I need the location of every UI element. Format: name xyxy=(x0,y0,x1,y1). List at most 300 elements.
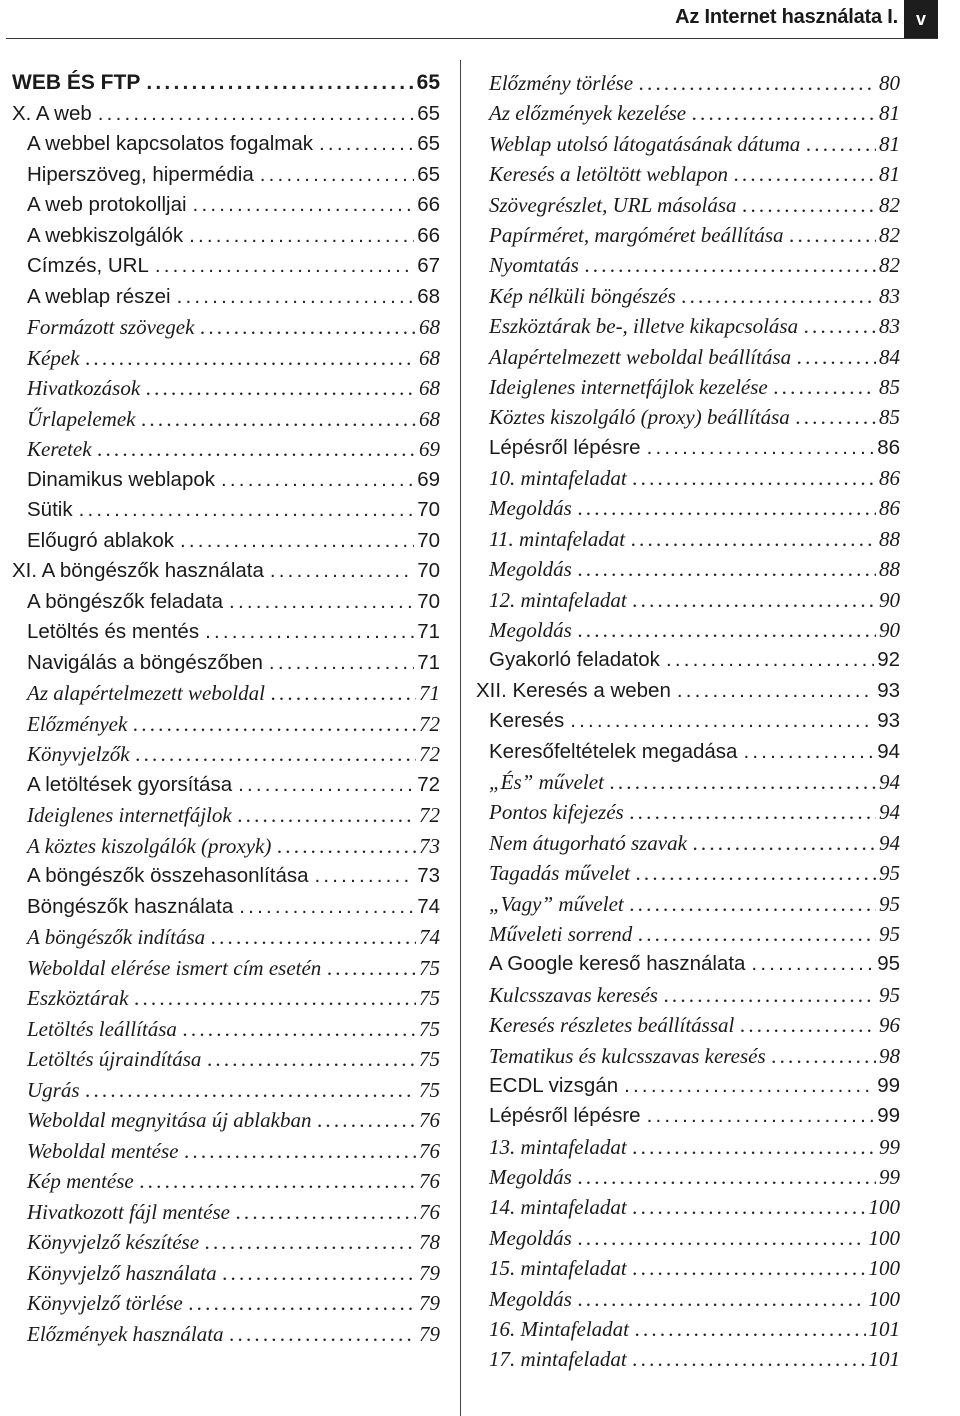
toc-entry-title: 15. mintafeladat xyxy=(489,1256,627,1281)
toc-entry-title: 17. mintafeladat xyxy=(489,1347,627,1372)
toc-entry-title: Keretek xyxy=(27,437,92,461)
toc-dot-leader xyxy=(315,861,415,892)
toc-dot-leader xyxy=(223,1258,416,1289)
toc-entry-page: 90 xyxy=(879,618,900,643)
toc-dot-leader xyxy=(624,1071,874,1101)
toc-entry xyxy=(476,190,900,220)
toc-dot-leader xyxy=(692,98,876,128)
toc-entry xyxy=(12,709,440,740)
toc-entry-title: Kulcsszavas keresés xyxy=(489,982,658,1007)
toc-entry-title: Tematikus és kulcsszavas keresés xyxy=(489,1043,766,1068)
toc-dot-leader xyxy=(98,99,414,130)
toc-entry xyxy=(12,1166,440,1197)
toc-entry-title: A böngészők indítása xyxy=(27,925,206,949)
toc-entry-title: X. A web xyxy=(12,101,92,125)
toc-entry xyxy=(12,251,440,282)
toc-entry-page: 99 xyxy=(877,1104,900,1128)
toc-entry-title: Kép mentése xyxy=(27,1169,134,1193)
toc-dot-leader xyxy=(236,1197,416,1228)
toc-entry-page: 73 xyxy=(419,833,440,858)
toc-entry-title: Megoldás xyxy=(489,618,572,643)
toc-entry-title: Megoldás xyxy=(489,1165,572,1190)
toc-entry-page: 66 xyxy=(417,193,440,216)
toc-entry-page: 95 xyxy=(877,952,900,976)
toc-entry-title: Letöltés és mentés xyxy=(27,620,200,643)
toc-dot-leader xyxy=(189,1288,416,1319)
toc-entry-page: 80 xyxy=(879,71,900,95)
toc-dot-leader xyxy=(238,800,416,831)
toc-entry-title: Weboldal elérése ismert cím esetén xyxy=(27,955,322,980)
toc-entry-title: A weblap részei xyxy=(27,284,171,308)
toc-dot-leader xyxy=(180,526,414,557)
toc-entry-title: A böngészők összehasonlítása xyxy=(27,864,309,887)
toc-entry-page: 76 xyxy=(419,1108,440,1132)
toc-entry xyxy=(476,311,900,341)
toc-entry-page: 68 xyxy=(419,376,440,400)
toc-dot-leader xyxy=(578,1162,876,1192)
toc-entry xyxy=(476,524,900,554)
toc-entry-page: 100 xyxy=(868,1286,900,1311)
toc-entry-title: Weblap utolsó látogatásának dátuma xyxy=(489,131,801,156)
toc-entry xyxy=(12,953,440,984)
toc-dot-leader xyxy=(146,68,413,99)
toc-dot-leader xyxy=(86,1075,416,1106)
toc-column-right xyxy=(476,68,900,1375)
toc-entry-page: 86 xyxy=(879,496,900,521)
toc-entry-page: 76 xyxy=(419,1138,440,1163)
toc-entry xyxy=(476,980,900,1010)
toc-entry-page: 94 xyxy=(877,739,900,763)
toc-dot-leader xyxy=(774,372,876,402)
toc-entry xyxy=(12,587,440,618)
toc-entry-title: Lépésről lépésre xyxy=(489,1104,641,1128)
toc-dot-leader xyxy=(647,1101,875,1131)
toc-entry-title: Dinamikus weblapok xyxy=(27,467,216,491)
toc-entry xyxy=(12,129,440,160)
toc-entry-title: Keresés részletes beállítással xyxy=(489,1013,735,1038)
toc-entry xyxy=(476,463,900,493)
toc-dot-leader xyxy=(578,493,876,523)
toc-entry xyxy=(476,1101,900,1131)
toc-dot-leader xyxy=(79,495,415,526)
toc-entry xyxy=(12,1136,440,1167)
toc-entry-page: 71 xyxy=(419,681,440,705)
toc-entry-page: 72 xyxy=(419,803,440,827)
toc-entry-page: 95 xyxy=(879,921,900,946)
toc-entry-page: 68 xyxy=(419,315,440,339)
toc-entry-page: 94 xyxy=(879,769,900,794)
toc-entry xyxy=(476,402,900,432)
toc-entry-title: Eszköztárak xyxy=(27,986,129,1010)
toc-dot-leader xyxy=(140,1166,416,1197)
toc-entry-page: 74 xyxy=(417,894,440,918)
toc-entry xyxy=(476,767,900,797)
toc-entry-page: 68 xyxy=(419,406,440,431)
toc-dot-leader xyxy=(578,615,876,645)
toc-entry-page: 96 xyxy=(879,1013,900,1038)
toc-entry xyxy=(12,1105,440,1136)
toc-dot-leader xyxy=(155,251,414,282)
toc-entry-title: Megoldás xyxy=(489,557,572,582)
toc-entry xyxy=(476,372,900,402)
toc-entry xyxy=(12,434,440,465)
toc-entry xyxy=(476,706,900,736)
toc-entry-title: 12. mintafeladat xyxy=(489,587,627,612)
toc-entry-page: 85 xyxy=(879,405,900,430)
toc-column-left xyxy=(12,68,440,1349)
toc-dot-leader xyxy=(585,250,876,280)
toc-dot-leader xyxy=(693,828,876,858)
toc-entry xyxy=(12,221,440,252)
toc-entry-title: 11. mintafeladat xyxy=(489,526,626,551)
toc-entry-title: Sütik xyxy=(27,498,73,521)
toc-entry-page: 79 xyxy=(419,1260,440,1285)
toc-entry-page: 65 xyxy=(417,101,440,125)
toc-dot-leader xyxy=(806,129,876,159)
toc-entry-title: Nyomtatás xyxy=(489,253,579,278)
toc-entry-title: Letöltés leállítása xyxy=(27,1016,177,1041)
toc-dot-leader xyxy=(734,159,876,189)
toc-entry-page: 88 xyxy=(879,557,900,582)
toc-entry-page: 92 xyxy=(877,648,900,672)
toc-entry-title: Előzmények használata xyxy=(27,1321,224,1346)
toc-entry-title: 14. mintafeladat xyxy=(489,1195,627,1220)
toc-entry-page: 66 xyxy=(417,223,440,247)
toc-dot-leader xyxy=(633,463,876,493)
toc-dot-leader xyxy=(327,953,416,984)
toc-entry-title: Keresés xyxy=(489,709,565,733)
toc-entry-title: Alapértelmezett weboldal beállítása xyxy=(489,344,792,369)
toc-entry-title: Papírméret, margóméret beállítása xyxy=(489,222,784,247)
toc-entry xyxy=(12,1258,440,1289)
toc-entry xyxy=(12,922,440,953)
toc-entry xyxy=(12,831,440,862)
toc-entry-title: 16. Mintafeladat xyxy=(489,1317,629,1342)
toc-entry xyxy=(12,68,440,99)
toc-entry-page: 95 xyxy=(879,891,900,916)
toc-entry-title: Képek xyxy=(27,345,80,370)
toc-entry xyxy=(12,373,440,404)
toc-entry xyxy=(12,800,440,831)
toc-entry xyxy=(476,98,900,128)
toc-dot-leader xyxy=(211,922,416,953)
toc-entry-title: Előzmény törlése xyxy=(489,71,634,95)
toc-entry xyxy=(12,495,440,526)
toc-entry-title: A letöltések gyorsítása xyxy=(27,772,233,796)
toc-dot-leader xyxy=(277,831,416,862)
toc-entry xyxy=(476,159,900,189)
toc-dot-leader xyxy=(133,709,416,740)
toc-entry-page: 70 xyxy=(417,498,440,521)
toc-entry-page: 94 xyxy=(879,830,900,855)
toc-dot-leader xyxy=(633,585,876,615)
toc-entry-title: Címzés, URL xyxy=(27,254,149,277)
toc-entry-title: Hiperszöveg, hipermédia xyxy=(27,162,254,186)
toc-entry-page: 65 xyxy=(416,71,440,94)
toc-entry-page: 79 xyxy=(419,1291,440,1315)
toc-entry-title: ECDL vizsgán xyxy=(489,1073,619,1097)
toc-entry xyxy=(476,1223,900,1253)
toc-dot-leader xyxy=(184,1136,416,1167)
toc-entry-page: 99 xyxy=(877,1073,900,1097)
toc-entry-page: 82 xyxy=(879,192,900,217)
toc-entry-title: Ideiglenes internetfájlok kezelése xyxy=(489,374,768,399)
toc-entry-page: 94 xyxy=(879,800,900,825)
toc-entry-title: Űrlapelemek xyxy=(27,406,136,431)
toc-entry-title: Nem átugorható szavak xyxy=(489,830,687,855)
toc-entry-title: Gyakorló feladatok xyxy=(489,648,660,672)
toc-entry-page: 65 xyxy=(417,132,440,155)
toc-entry-page: 99 xyxy=(879,1165,900,1190)
toc-entry xyxy=(12,556,440,587)
toc-entry-page: 82 xyxy=(879,253,900,278)
toc-entry xyxy=(476,919,900,949)
toc-entry xyxy=(12,1014,440,1045)
toc-entry xyxy=(12,770,440,801)
toc-entry-title: Műveleti sorrend xyxy=(489,921,633,946)
toc-entry-page: 98 xyxy=(879,1043,900,1068)
toc-entry-title: Az alapértelmezett weboldal xyxy=(27,681,265,705)
toc-entry-title: A webbel kapcsolatos fogalmak xyxy=(27,132,314,155)
toc-entry xyxy=(12,312,440,343)
toc-entry-page: 81 xyxy=(879,101,900,126)
toc-entry-page: 75 xyxy=(419,1016,440,1041)
toc-entry-title: Lépésről lépésre xyxy=(489,435,641,459)
toc-entry xyxy=(476,68,900,98)
toc-entry-page: 70 xyxy=(417,528,440,552)
toc-dot-leader xyxy=(146,373,416,404)
toc-dot-leader xyxy=(797,342,876,372)
toc-dot-leader xyxy=(205,617,414,648)
toc-entry-page: 74 xyxy=(419,925,440,949)
toc-entry xyxy=(476,1192,900,1222)
toc-entry xyxy=(12,343,440,374)
toc-entry-title: 13. mintafeladat xyxy=(489,1134,627,1159)
toc-entry-page: 69 xyxy=(419,437,440,461)
toc-entry-title: Letöltés újraindítása xyxy=(27,1047,202,1071)
toc-entry xyxy=(476,585,900,615)
toc-dot-leader xyxy=(578,1284,866,1314)
toc-entry-title: A Google kereső használata xyxy=(489,952,746,976)
toc-entry-page: 82 xyxy=(879,222,900,247)
toc-entry xyxy=(476,676,900,706)
toc-entry-title: Keresés a letöltött weblapon xyxy=(489,162,728,187)
toc-dot-leader xyxy=(578,1223,866,1253)
page-number-badge: v xyxy=(904,0,938,38)
toc-dot-leader xyxy=(177,282,415,313)
toc-entry-page: 83 xyxy=(879,314,900,339)
toc-entry-title: Weboldal mentése xyxy=(27,1138,179,1163)
toc-dot-leader xyxy=(98,434,416,465)
toc-entry xyxy=(12,1227,440,1258)
toc-entry xyxy=(476,554,900,584)
toc-entry-page: 100 xyxy=(868,1225,900,1250)
page-header xyxy=(0,0,960,38)
toc-entry-page: 95 xyxy=(879,982,900,1007)
toc-entry xyxy=(476,889,900,919)
toc-dot-leader xyxy=(638,919,876,949)
toc-dot-leader xyxy=(633,1192,866,1222)
toc-dot-leader xyxy=(269,648,414,679)
toc-entry-page: 75 xyxy=(419,1047,440,1071)
toc-entry xyxy=(476,1071,900,1101)
toc-entry-page: 81 xyxy=(879,131,900,156)
toc-entry-title: XI. A böngészők használata xyxy=(12,559,264,582)
toc-dot-leader xyxy=(578,554,876,584)
toc-entry-title: WEB ÉS FTP xyxy=(12,71,141,94)
toc-entry xyxy=(476,1344,900,1374)
toc-dot-leader xyxy=(207,1044,416,1075)
toc-entry-title: Az előzmények kezelése xyxy=(489,101,687,126)
toc-dot-leader xyxy=(85,343,416,374)
toc-dot-leader xyxy=(743,737,874,767)
toc-dot-leader xyxy=(221,465,414,496)
toc-entry xyxy=(476,1314,900,1344)
toc-entry xyxy=(12,1288,440,1319)
toc-entry xyxy=(12,678,440,709)
toc-dot-leader xyxy=(664,980,876,1010)
toc-entry-page: 93 xyxy=(877,709,900,733)
toc-dot-leader xyxy=(189,221,414,252)
toc-entry-title: Pontos kifejezés xyxy=(489,800,624,825)
toc-entry-page: 73 xyxy=(417,864,440,887)
toc-dot-leader xyxy=(743,190,876,220)
toc-entry-title: 10. mintafeladat xyxy=(489,466,627,491)
toc-dot-leader xyxy=(319,129,414,160)
toc-entry xyxy=(476,1010,900,1040)
toc-entry-page: 76 xyxy=(419,1199,440,1224)
toc-entry-page: 71 xyxy=(417,650,440,674)
toc-entry-title: Megoldás xyxy=(489,1286,572,1311)
toc-entry-page: 90 xyxy=(879,587,900,612)
toc-entry-title: Böngészők használata xyxy=(27,894,234,918)
toc-entry-title: „Vagy” művelet xyxy=(489,891,624,916)
toc-entry-title: Szövegrészlet, URL másolása xyxy=(489,192,737,217)
toc-entry-title: „És” művelet xyxy=(489,769,604,794)
toc-entry xyxy=(476,433,900,463)
toc-entry-page: 70 xyxy=(417,559,440,582)
toc-entry-page: 78 xyxy=(419,1230,440,1254)
toc-entry-title: Ugrás xyxy=(27,1077,80,1102)
toc-dot-leader xyxy=(772,1041,876,1071)
toc-entry xyxy=(476,1253,900,1283)
toc-dot-leader xyxy=(141,404,416,435)
toc-entry-page: 84 xyxy=(879,344,900,369)
toc-entry-title: Könyvjelző használata xyxy=(27,1260,217,1285)
toc-entry-page: 93 xyxy=(877,678,900,702)
toc-entry xyxy=(476,737,900,767)
toc-entry-page: 72 xyxy=(419,742,440,766)
toc-entry-title: Ideiglenes internetfájlok xyxy=(27,803,232,827)
toc-entry xyxy=(476,342,900,372)
toc-dot-leader xyxy=(682,281,876,311)
toc-entry-page: 68 xyxy=(419,345,440,370)
toc-entry-title: A böngészők feladata xyxy=(27,589,224,613)
toc-entry-page: 75 xyxy=(419,1077,440,1102)
toc-entry xyxy=(476,828,900,858)
toc-entry-page: 76 xyxy=(419,1169,440,1193)
toc-entry-page: 71 xyxy=(417,620,440,643)
toc-dot-leader xyxy=(229,587,414,618)
toc-dot-leader xyxy=(183,1014,416,1045)
toc-entry-page: 101 xyxy=(868,1317,900,1342)
toc-dot-leader xyxy=(200,312,416,343)
toc-entry-title: Előugró ablakok xyxy=(27,528,175,552)
toc-dot-leader xyxy=(633,1132,876,1162)
toc-entry-page: 86 xyxy=(877,435,900,459)
toc-dot-leader xyxy=(193,190,415,221)
toc-dot-leader xyxy=(804,311,876,341)
toc-entry-page: 68 xyxy=(417,284,440,308)
toc-entry xyxy=(476,797,900,827)
toc-dot-leader xyxy=(796,402,876,432)
toc-entry-page: 75 xyxy=(419,986,440,1010)
toc-entry xyxy=(476,858,900,888)
toc-entry-page: 70 xyxy=(417,589,440,613)
toc-entry xyxy=(12,404,440,435)
toc-entry xyxy=(12,190,440,221)
toc-entry xyxy=(476,129,900,159)
toc-entry xyxy=(12,861,440,892)
toc-entry xyxy=(476,1162,900,1192)
toc-entry-page: 100 xyxy=(868,1195,900,1220)
toc-entry-page: 72 xyxy=(417,772,440,796)
toc-entry xyxy=(12,99,440,130)
toc-dot-leader xyxy=(666,645,874,675)
toc-dot-leader xyxy=(790,220,876,250)
toc-entry-title: Kép nélküli böngészés xyxy=(489,283,676,308)
toc-dot-leader xyxy=(751,949,874,979)
toc-dot-leader xyxy=(317,1105,416,1136)
toc-dot-leader xyxy=(636,858,876,888)
toc-entry-title: Megoldás xyxy=(489,1225,572,1250)
toc-dot-leader xyxy=(740,1010,876,1040)
toc-entry xyxy=(12,617,440,648)
toc-entry-title: Tagadás művelet xyxy=(489,861,630,886)
toc-entry xyxy=(12,1197,440,1228)
toc-entry-page: 95 xyxy=(879,861,900,886)
toc-entry-title: XII. Keresés a weben xyxy=(476,678,671,702)
toc-dot-leader xyxy=(271,678,416,709)
toc-dot-leader xyxy=(630,889,876,919)
toc-entry-title: A köztes kiszolgálók (proxyk) xyxy=(27,833,272,858)
toc-entry xyxy=(12,739,440,770)
toc-entry-title: A webkiszolgálók xyxy=(27,223,184,247)
toc-entry-title: Hivatkozott fájl mentése xyxy=(27,1199,230,1224)
toc-entry xyxy=(476,1284,900,1314)
toc-entry xyxy=(12,1044,440,1075)
toc-entry xyxy=(12,1075,440,1106)
toc-dot-leader xyxy=(631,524,876,554)
toc-entry-title: Eszköztárak be-, illetve kikapcsolása xyxy=(489,314,799,339)
header-rule xyxy=(6,38,938,39)
toc-entry-title: A web protokolljai xyxy=(27,193,187,216)
toc-entry xyxy=(12,526,440,557)
toc-entry-page: 65 xyxy=(417,162,440,186)
toc-dot-leader xyxy=(570,706,874,736)
toc-entry xyxy=(12,983,440,1014)
toc-entry-page: 86 xyxy=(879,466,900,491)
column-divider xyxy=(460,60,461,1416)
toc-entry-page: 81 xyxy=(879,162,900,187)
toc-entry-page: 75 xyxy=(419,955,440,980)
toc-entry-title: Weboldal megnyitása új ablakban xyxy=(27,1108,312,1132)
toc-dot-leader xyxy=(135,983,417,1014)
toc-dot-leader xyxy=(230,1319,416,1350)
toc-entry-title: Hivatkozások xyxy=(27,376,141,400)
toc-entry xyxy=(12,465,440,496)
toc-entry-page: 69 xyxy=(417,467,440,491)
